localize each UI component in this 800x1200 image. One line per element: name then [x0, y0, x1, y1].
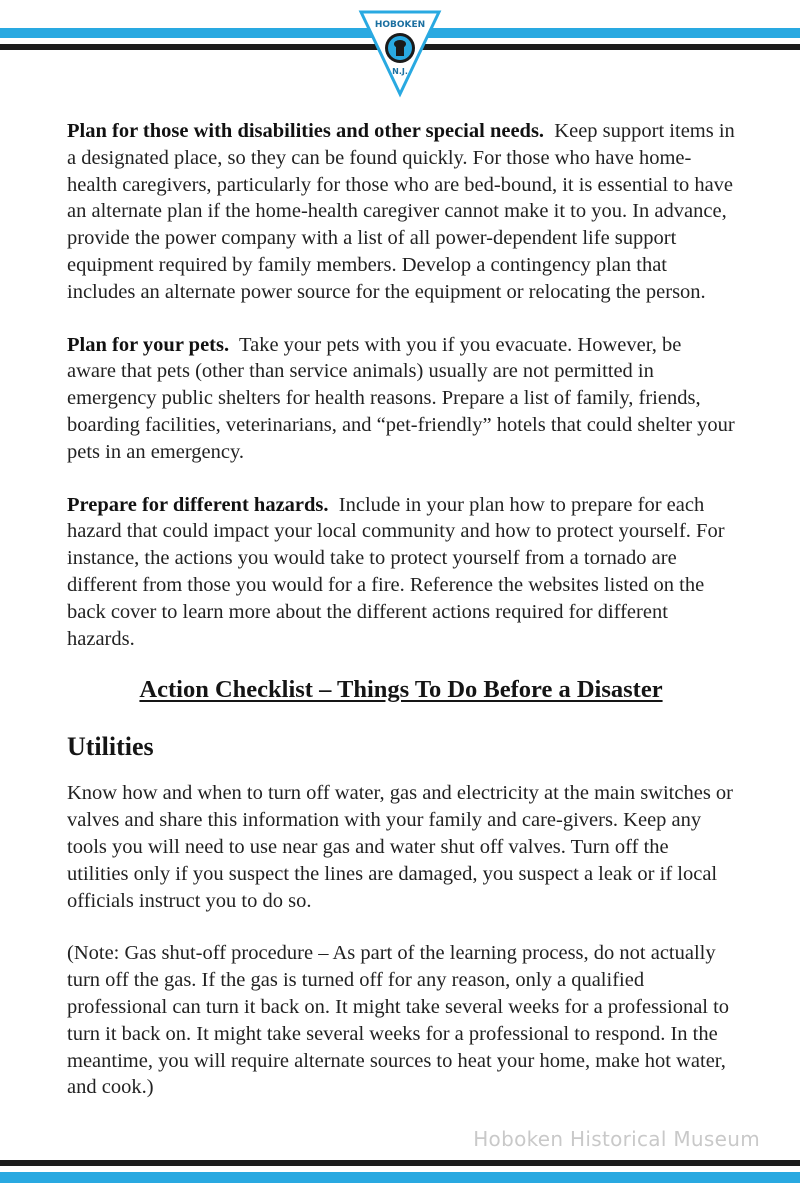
- bottom-dark-stripe: [0, 1160, 800, 1166]
- checklist-title: Action Checklist – Things To Do Before a Disaster: [139, 676, 663, 704]
- section-disabilities: [67, 118, 735, 306]
- section-heading: Plan for those with disabilities and other special needs.: [67, 120, 545, 142]
- section-body: Include in your plan how to prepare for each hazard that could impact your local community and how to protect yourself. For instance, the actions you would take to protect yourself from a tornado are different from those you would for a fire. Reference the websites listed on the back cover to learn more about the different actions required for different hazards.: [67, 493, 725, 650]
- section-body: Keep support items in a designated place, so they can be found quickly. For those who have home-health caregivers, particularly for those who are bed-bound, it is essential to have an alternate plan if the home-health caregiver cannot make it to you. In advance, provide the power company with a list of all power-dependent life support equipment required by family members. Develop a contingency plan that includes an alternate power source for the equipment or relocating the person.: [67, 120, 735, 303]
- section-hazards: [67, 492, 735, 653]
- section-pets: [67, 332, 735, 466]
- utilities-paragraph: Know how and when to turn off water, gas and electricity at the main switches or valves and share this information with your family and care-givers. Keep any tools you will need to use near gas and water shut off valves. Turn off the utilities only if you suspect the lines are damaged, you suspect a leak or if local officials instruct you to do so.: [67, 782, 733, 912]
- section-heading: Plan for your pets.: [67, 333, 230, 356]
- logo-bottom-text: N.J.: [392, 67, 408, 76]
- hoboken-logo: [358, 8, 442, 98]
- bottom-blue-stripe: [0, 1172, 800, 1183]
- section-body: Take your pets with you if you evacuate. However, be aware that pets (other than service animals) usually are not permitted in emergency public shelters for health reasons. Prepare a list of family, friends, boarding facilities, veterinarians, and “pet-friendly” hotels that could shelter your pets in an emergency.: [67, 333, 735, 463]
- section-heading: Prepare for different hazards.: [67, 493, 329, 516]
- logo-top-text: HOBOKEN: [374, 20, 426, 30]
- utilities-note: (Note: Gas shut-off procedure – As part of the learning process, do not actually turn off the gas. If the gas is turned off for any reason, only a qualified professional can turn it back on. It might take several weeks for a professional to turn it back on. It might take several weeks for a professional to respond. In the meantime, you will require alternate sources to heat your home, make hot water, and cook.): [67, 942, 730, 1099]
- page-content: [67, 118, 735, 1101]
- utilities-title: Utilities: [67, 732, 154, 762]
- museum-watermark: Hoboken Historical Museum: [473, 1127, 760, 1151]
